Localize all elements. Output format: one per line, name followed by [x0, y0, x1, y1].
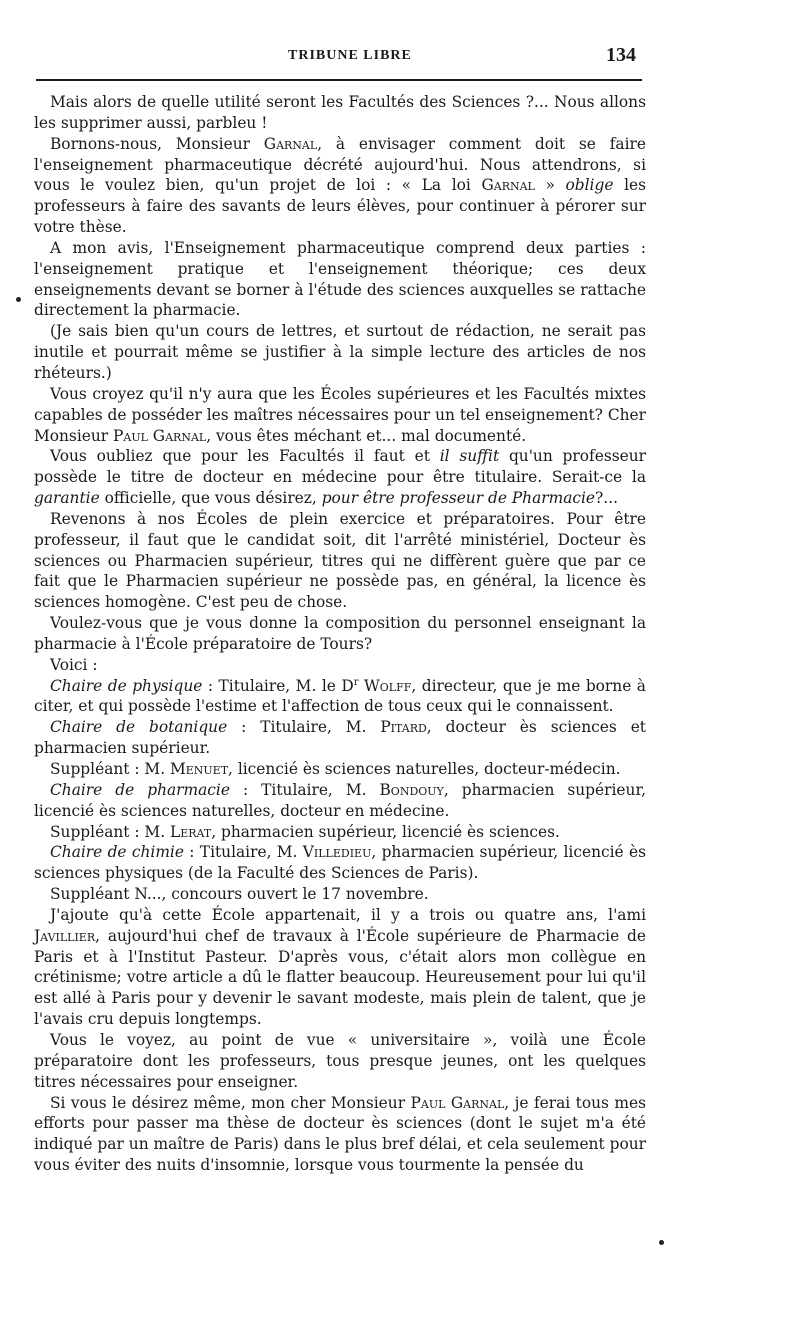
text-run: , licencié ès sciences naturelles, docteur-médecin. [228, 760, 621, 778]
text-run: Vous oubliez que pour les Facultés il faut et [50, 447, 440, 466]
paragraph [34, 134, 646, 238]
paragraph [34, 1093, 646, 1176]
italic-text: garantie [34, 489, 100, 508]
text-run: Revenons à nos Écoles de plein exercice et préparatoires. Pour être professeur, il faut que le candidat soit, dit l'arrêté ministériel, Docteur ès sciences ou Pharmacien supérieur, titres qui ne diffèrent guère que par ce fait que le Pharmacien supérieur ne possède pas, en général, la licence ès sciences homogène. C'est peu de chose. [34, 509, 646, 612]
small-caps-name: Paul Garnal [113, 426, 207, 445]
paragraph [34, 1030, 646, 1093]
paragraph [34, 238, 646, 321]
italic-text: Chaire de botanique [50, 718, 228, 737]
text-run: , vous êtes méchant et... mal documenté. [206, 426, 527, 445]
paragraph [34, 655, 646, 676]
italic-text: pour être professeur de Pharmacie [321, 489, 596, 508]
small-caps-name: Javillier [34, 926, 96, 945]
text-run: A mon avis, l'Enseignement pharmaceutique comprend deux parties : l'enseignement pratique et l'enseignement théorique; ces deux enseignements devant se borner à l'étude des sciences auxquelles se rattache directement la pharmacie. [34, 238, 646, 320]
text-run: , pharmacien supérieur, licencié ès sciences. [211, 822, 560, 841]
text-run: qu'un professeur possède le titre de docteur en médecine pour être titulaire. Serait-ce la [34, 447, 647, 487]
text-run: : Titulaire, M. [183, 843, 303, 862]
text-run: Suppléant : M. [50, 822, 170, 841]
print-speck [16, 297, 21, 302]
text-run: Vous le voyez, au point de vue « universitaire », voilà une École préparatoire dont les professeurs, tous presque jeunes, ont les quelques titres nécessaires pour enseigner. [34, 1030, 646, 1091]
text-run: Vous croyez qu'il n'y aura que les Écoles supérieures et les Facultés mixtes capables de posséder les maîtres nécessaires pour un tel enseignement? Cher Monsieur [34, 384, 646, 445]
paragraph [34, 446, 646, 509]
text-run: J'ajoute qu'à cette École appartenait, il y a trois ou quatre ans, l'ami [50, 905, 646, 924]
small-caps-name: Pitard [380, 718, 427, 737]
paragraph [34, 780, 646, 822]
italic-text: Chaire de pharmacie [50, 780, 230, 799]
paragraph [34, 509, 646, 613]
text-run: ?... [595, 489, 618, 508]
text-run: Suppléant N..., concours ouvert le 17 novembre. [50, 885, 429, 904]
paragraph [34, 613, 646, 655]
text-run: Voulez-vous que je vous donne la composition du personnel enseignant la pharmacie à l'École préparatoire de Tours? [34, 614, 646, 653]
text-run: , à envisager comment doit se faire l'enseignement pharmaceutique décrété aujourd'hui. Nous attendrons, si vous le voulez bien, qu'un projet de loi : « La loi [34, 134, 646, 195]
text-run: Suppléant : M. [50, 760, 170, 778]
text-run: Voici : [50, 655, 98, 674]
paragraph [34, 676, 646, 718]
paragraph [34, 384, 646, 447]
paragraph [34, 822, 646, 843]
small-caps-name: Paul Garnal [410, 1093, 505, 1112]
text-run: : Titulaire, M. le D [202, 676, 354, 695]
page-header [36, 44, 642, 66]
paragraph [34, 321, 646, 384]
text-run: , je ferai tous mes efforts pour passer ma thèse de docteur ès sciences (dont le sujet m'a été indiqué par un maître de Paris) dans le plus bref délai, et cela seulement pour vous éviter des nuits d'insomnie, lorsque vous tourmente la pensée du [34, 1093, 646, 1175]
italic-text: Chaire de chimie [50, 843, 184, 862]
text-run: , pharmacien supérieur, licencié ès sciences physiques (de la Faculté des Sciences de Paris). [34, 843, 646, 883]
small-caps-name: Wolff [363, 676, 412, 695]
small-caps-name: Lerat [169, 822, 212, 841]
paragraph [34, 884, 646, 905]
small-caps-name: Garnal [481, 176, 535, 195]
paragraph [34, 905, 646, 1030]
text-run: , aujourd'hui chef de travaux à l'École supérieure de Pharmacie de Paris et à l'Institut Pasteur. D'après vous, c'était alors mon collègue en crétinisme; votre article a dû le flatter beaucoup. Heureusement pour lui qu'il est allé à Paris pour y devenir le savant modeste, mais plein de talent, que je l'avais cru depuis longtemps. [34, 926, 646, 1029]
paragraph [34, 92, 646, 134]
superscript: r [353, 676, 359, 688]
text-run: , directeur, que je me borne à citer, et qui possède l'estime et l'affection de tous ceux qui le connaissent. [34, 676, 646, 716]
small-caps-name: Bondouy [379, 780, 444, 799]
text-run: » [534, 176, 566, 195]
text-run: Si vous le désirez même, mon cher Monsieur [50, 1093, 411, 1112]
running-head: TRIBUNE LIBRE [288, 48, 412, 63]
italic-text: il suffit [439, 447, 500, 466]
text-run: officielle, que vous désirez, [99, 489, 322, 508]
text-run: , pharmacien supérieur, licencié ès sciences naturelles, docteur en médecine. [34, 780, 646, 820]
paragraph [34, 759, 646, 780]
text-run: , docteur ès sciences et pharmacien supérieur. [34, 718, 646, 758]
text-run: les professeurs à faire des savants de leurs élèves, pour continuer à pérorer sur votre thèse. [34, 176, 646, 237]
paragraph [34, 842, 646, 884]
print-speck [659, 1240, 664, 1245]
text-run: (Je sais bien qu'un cours de lettres, et surtout de rédaction, ne serait pas inutile et pourrait même se justifier à la simple lecture des articles de nos rhéteurs.) [34, 322, 646, 382]
small-caps-name: Menuet [169, 760, 229, 778]
text-run: : Titulaire, M. [227, 718, 381, 737]
article-body [34, 92, 646, 1176]
text-run: Mais alors de quelle utilité seront les Facultés des Sciences ?... Nous allons les supprimer aussi, parbleu ! [34, 93, 646, 132]
paragraph [34, 717, 646, 759]
italic-text: oblige [565, 176, 614, 195]
text-run: : Titulaire, M. [229, 780, 380, 799]
header-rule [36, 79, 642, 81]
text-run: Bornons-nous, Monsieur [50, 134, 264, 153]
page-number: 134 [606, 44, 636, 66]
small-caps-name: Villedieu [302, 843, 372, 862]
italic-text: Chaire de physique [50, 676, 203, 695]
small-caps-name: Garnal [263, 134, 318, 153]
